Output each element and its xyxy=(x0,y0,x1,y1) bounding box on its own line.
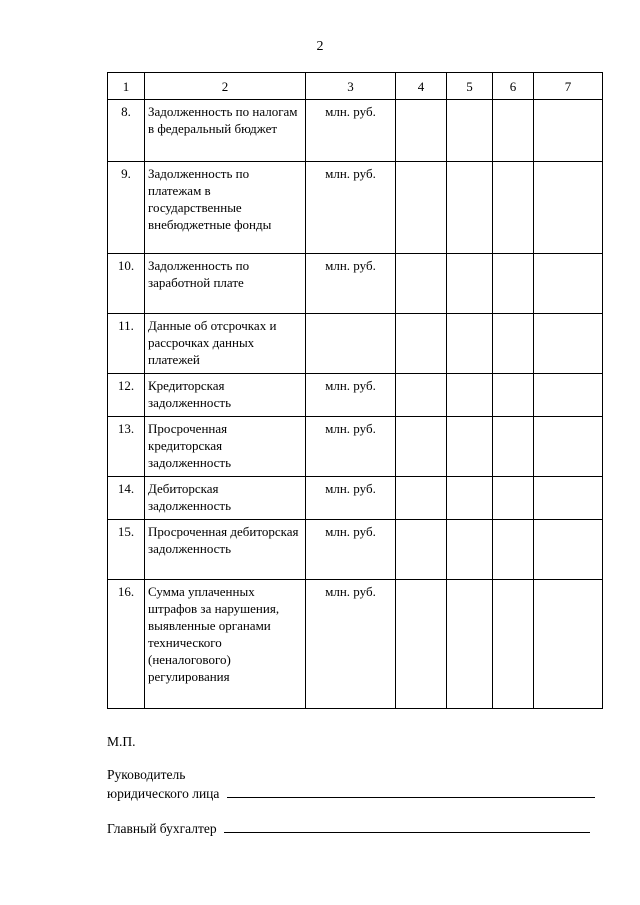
accountant-signature-field xyxy=(224,818,590,833)
row-unit: млн. руб. xyxy=(306,580,396,709)
row-indicator-name: Задолженность по заработной плате xyxy=(145,254,306,314)
row-value-col4 xyxy=(396,520,447,580)
row-value-col7 xyxy=(534,580,603,709)
row-value-col6 xyxy=(493,314,534,374)
row-value-col4 xyxy=(396,162,447,254)
table-row xyxy=(108,374,603,417)
accountant-label: Главный бухгалтер xyxy=(107,821,217,836)
row-value-col6 xyxy=(493,374,534,417)
row-value-col4 xyxy=(396,254,447,314)
row-value-col5 xyxy=(447,100,493,162)
head-signature-line xyxy=(107,783,595,802)
row-unit: млн. руб. xyxy=(306,477,396,520)
row-indicator-name: Просроченная дебиторская задолженность xyxy=(145,520,306,580)
row-indicator-name: Просроченная кредиторская задолженность xyxy=(145,417,306,477)
row-value-col5 xyxy=(447,580,493,709)
row-value-col6 xyxy=(493,254,534,314)
row-value-col7 xyxy=(534,520,603,580)
column-header: 2 xyxy=(145,73,306,100)
row-indicator-name: Задолженность по платежам в государственные внебюджетные фонды xyxy=(145,162,306,254)
row-number: 16. xyxy=(108,580,145,709)
table-row xyxy=(108,417,603,477)
table-row xyxy=(108,254,603,314)
table-row xyxy=(108,162,603,254)
row-value-col6 xyxy=(493,580,534,709)
row-indicator-name: Задолженность по налогам в федеральный бюджет xyxy=(145,100,306,162)
row-value-col7 xyxy=(534,162,603,254)
stamp-place-label: М.П. xyxy=(107,734,136,749)
row-unit: млн. руб. xyxy=(306,100,396,162)
table-header-row xyxy=(108,73,603,100)
column-header: 1 xyxy=(108,73,145,100)
row-value-col6 xyxy=(493,417,534,477)
row-number: 8. xyxy=(108,100,145,162)
row-value-col4 xyxy=(396,374,447,417)
row-value-col6 xyxy=(493,162,534,254)
head-label-continued: юридического лица xyxy=(107,786,220,801)
row-indicator-name: Сумма уплаченных штрафов за нарушения, выявленные органами технического (неналогового) регулирования xyxy=(145,580,306,709)
row-value-col6 xyxy=(493,100,534,162)
row-unit: млн. руб. xyxy=(306,374,396,417)
column-header: 3 xyxy=(306,73,396,100)
row-value-col4 xyxy=(396,580,447,709)
table-row xyxy=(108,477,603,520)
row-number: 11. xyxy=(108,314,145,374)
row-indicator-name: Кредиторская задолженность xyxy=(145,374,306,417)
row-value-col7 xyxy=(534,254,603,314)
row-value-col5 xyxy=(447,374,493,417)
row-number: 14. xyxy=(108,477,145,520)
row-value-col4 xyxy=(396,314,447,374)
table-row xyxy=(108,100,603,162)
row-number: 10. xyxy=(108,254,145,314)
row-value-col7 xyxy=(534,314,603,374)
column-header: 4 xyxy=(396,73,447,100)
table-row xyxy=(108,314,603,374)
row-value-col7 xyxy=(534,374,603,417)
row-indicator-name: Дебиторская задолженность xyxy=(145,477,306,520)
row-value-col4 xyxy=(396,477,447,520)
table-row xyxy=(108,520,603,580)
row-number: 13. xyxy=(108,417,145,477)
row-unit: млн. руб. xyxy=(306,520,396,580)
accountant-signature-line xyxy=(107,818,590,837)
head-signature-field xyxy=(227,783,595,798)
row-unit: млн. руб. xyxy=(306,162,396,254)
table-row xyxy=(108,580,603,709)
column-header: 7 xyxy=(534,73,603,100)
head-label: Руководитель xyxy=(107,767,186,782)
row-unit: млн. руб. xyxy=(306,254,396,314)
row-number: 12. xyxy=(108,374,145,417)
row-unit xyxy=(306,314,396,374)
column-header: 5 xyxy=(447,73,493,100)
column-header: 6 xyxy=(493,73,534,100)
row-number: 9. xyxy=(108,162,145,254)
page-number: 2 xyxy=(316,39,324,54)
row-number: 15. xyxy=(108,520,145,580)
row-value-col5 xyxy=(447,417,493,477)
row-value-col5 xyxy=(447,520,493,580)
row-value-col4 xyxy=(396,100,447,162)
row-value-col5 xyxy=(447,477,493,520)
row-value-col6 xyxy=(493,520,534,580)
row-value-col7 xyxy=(534,477,603,520)
row-value-col4 xyxy=(396,417,447,477)
report-table xyxy=(107,72,603,709)
row-value-col6 xyxy=(493,477,534,520)
row-value-col5 xyxy=(447,314,493,374)
row-value-col5 xyxy=(447,254,493,314)
row-unit: млн. руб. xyxy=(306,417,396,477)
row-value-col5 xyxy=(447,162,493,254)
row-value-col7 xyxy=(534,417,603,477)
row-value-col7 xyxy=(534,100,603,162)
row-indicator-name: Данные об отсрочках и рассрочках данных платежей xyxy=(145,314,306,374)
